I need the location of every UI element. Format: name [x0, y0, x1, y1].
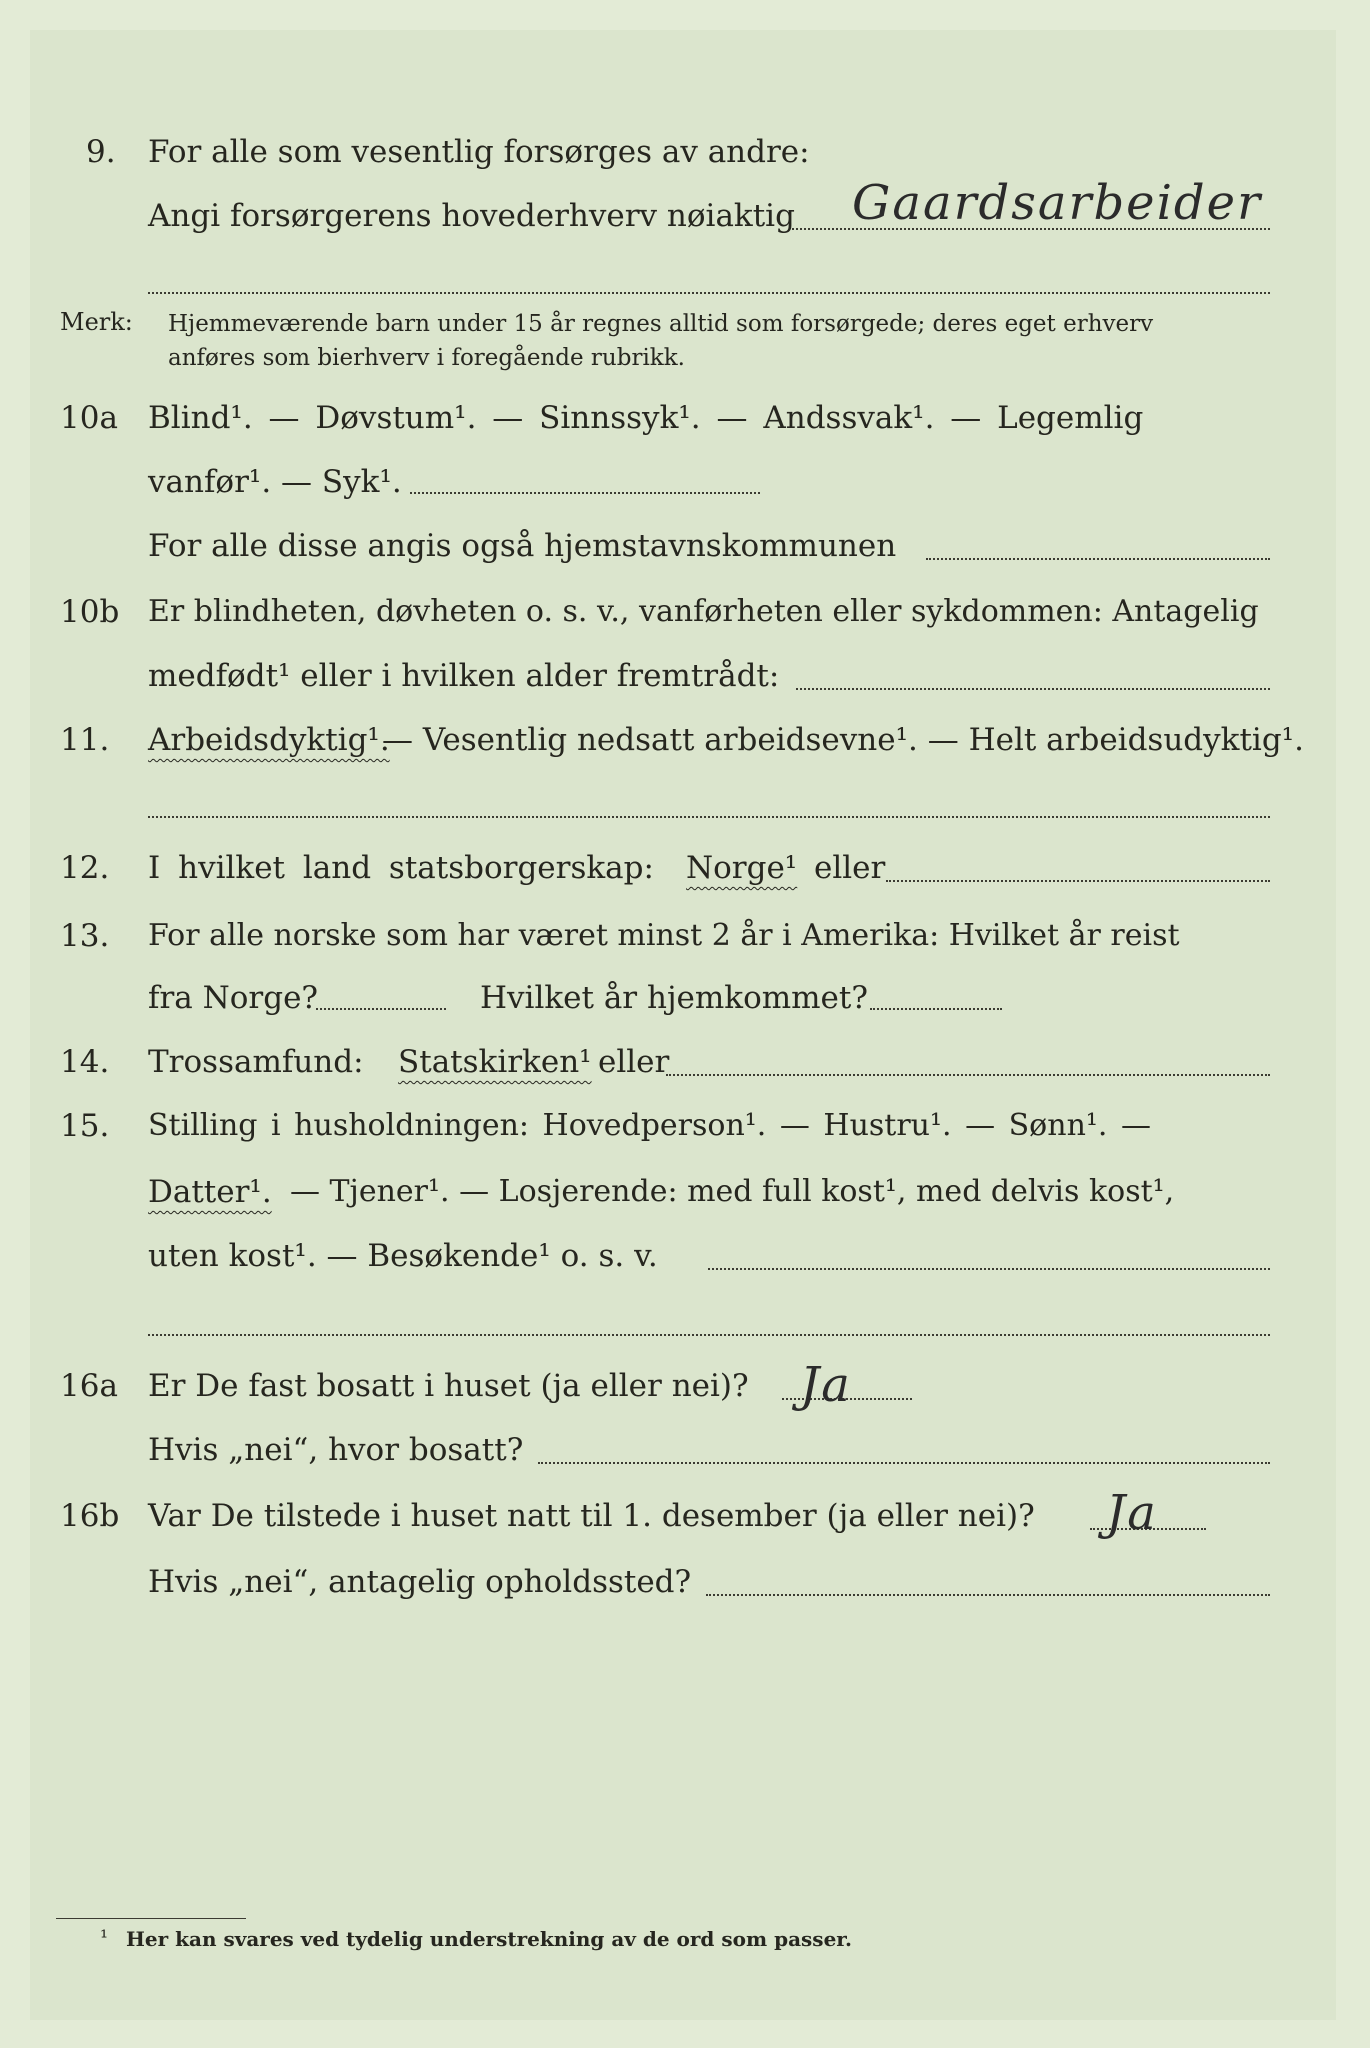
q13-line2a: fra Norge?: [148, 980, 319, 1016]
q15-extra-line: [148, 1334, 1270, 1336]
q10b-line1: Er blindheten, døvheten o. s. v., vanførheten eller sykdommen: Antagelig: [148, 594, 1259, 629]
q12-number: 12.: [60, 850, 110, 886]
merk-line2: anføres som bierhverv i foregående rubrikk.: [168, 345, 685, 371]
q10b-number: 10b: [60, 594, 120, 630]
q14-number: 14.: [60, 1044, 110, 1080]
q11-rest: — Vesentlig nedsatt arbeidsevne¹. — Helt arbeidsudyktig¹.: [382, 722, 1304, 758]
q16a-line1: Er De fast bosatt i huset (ja eller nei)?: [148, 1368, 749, 1404]
q16b-opholdssted-line: [706, 1594, 1270, 1596]
q13-hjemkommet-line: [870, 1008, 1002, 1010]
q10a-line1: Blind¹. — Døvstum¹. — Sinnssyk¹. — Andssvak¹. — Legemlig: [148, 400, 1144, 436]
q15-line3: uten kost¹. — Besøkende¹ o. s. v.: [148, 1238, 658, 1274]
q11-option-arbeidsdyktig[interactable]: Arbeidsdyktig¹.: [148, 722, 390, 758]
q15-answer-line: [708, 1268, 1270, 1270]
merk-line1: Hjemmeværende barn under 15 år regnes alltid som forsørgede; deres eget erhverv: [168, 311, 1154, 337]
q15-option-datter[interactable]: Datter¹.: [148, 1174, 272, 1210]
q9-answer-handwriting[interactable]: Gaardsarbeider: [852, 175, 1263, 231]
q10b-line2: medfødt¹ eller i hvilken alder fremtrådt:: [148, 658, 780, 694]
q9-line1: For alle som vesentlig forsørges av andre:: [148, 134, 810, 170]
q10a-line3: For alle disse angis også hjemstavnskommunen: [148, 528, 897, 564]
q13-line2b: Hvilket år hjemkommet?: [480, 980, 868, 1016]
q14-option-statskirken[interactable]: Statskirken¹: [398, 1044, 592, 1080]
q13-reist-line: [316, 1008, 446, 1010]
q13-number: 13.: [60, 918, 110, 954]
q10a-hjemstavn-line: [926, 558, 1270, 560]
q12-option-norge[interactable]: Norge¹: [686, 850, 798, 886]
footnote-mark: ¹: [100, 1925, 109, 1949]
merk-label: Merk:: [60, 308, 133, 336]
q16b-line2: Hvis „nei“, antagelig opholdssted?: [148, 1564, 692, 1600]
q15-line1: Stilling i husholdningen: Hovedperson¹. — Hustru¹. — Sønn¹. —: [148, 1108, 1151, 1143]
q16b-number: 16b: [60, 1498, 120, 1534]
q10a-syk-line: [410, 492, 760, 494]
q16b-answer-handwriting[interactable]: Ja: [1106, 1485, 1158, 1541]
q12-answer-line: [886, 880, 1270, 882]
q12-post: eller: [814, 850, 886, 886]
q16a-bosatt-line: [538, 1462, 1270, 1464]
q15-number: 15.: [60, 1108, 110, 1144]
q16a-number: 16a: [60, 1368, 118, 1404]
q13-line1: For alle norske som har været minst 2 år i Amerika: Hvilket år reist: [148, 918, 1180, 953]
q14-pre: Trossamfund:: [148, 1044, 364, 1080]
q16b-line1: Var De tilstede i huset natt til 1. desember (ja eller nei)?: [148, 1498, 1035, 1534]
q14-answer-line: [666, 1074, 1270, 1076]
q14-post: eller: [598, 1044, 670, 1080]
q10b-answer-line: [796, 688, 1270, 690]
q11-number: 11.: [60, 722, 110, 758]
q12-pre: I hvilket land statsborgerskap:: [148, 850, 654, 886]
q10a-line2: vanfør¹. — Syk¹.: [148, 464, 402, 500]
q15-line2: — Tjener¹. — Losjerende: med full kost¹, med delvis kost¹,: [290, 1174, 1175, 1209]
q10a-number: 10a: [60, 400, 118, 436]
q9-number: 9.: [86, 134, 116, 170]
q16a-answer-handwriting[interactable]: Ja: [800, 1357, 852, 1413]
footnote-rule: [56, 1918, 246, 1919]
q11-extra-line: [148, 816, 1270, 818]
q9-line2: Angi forsørgerens hovederhverv nøiaktig: [148, 198, 795, 234]
q16a-line2: Hvis „nei“, hvor bosatt?: [148, 1432, 524, 1468]
q9-extra-line: [148, 292, 1270, 294]
footnote-text: Her kan svares ved tydelig understrekning av de ord som passer.: [126, 1927, 852, 1951]
